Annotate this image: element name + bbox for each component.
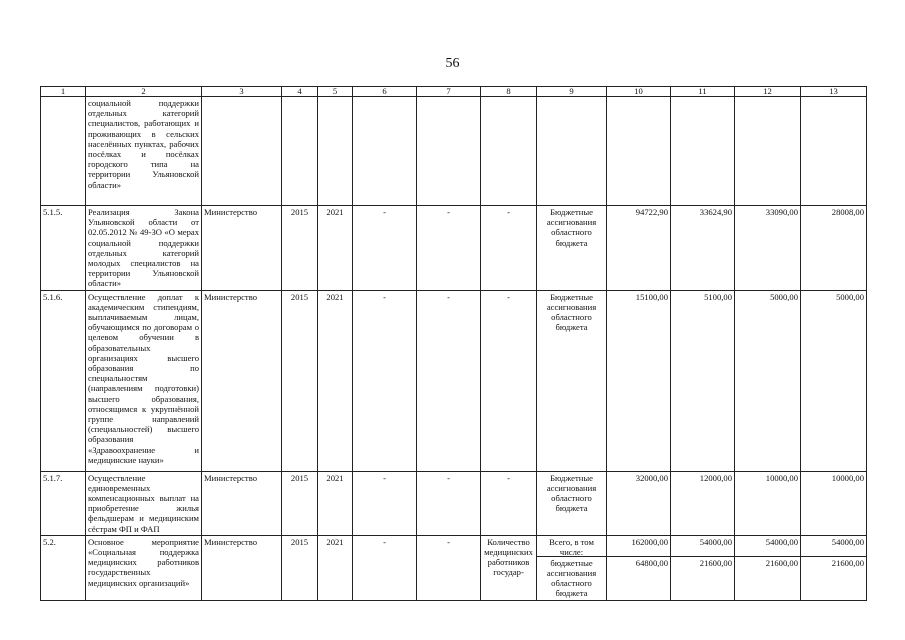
- activity-name: Основное мероприятие «Социальная поддержка медицинских работников государственных медицинских организаций»: [86, 535, 202, 600]
- amount-total-split: [607, 535, 671, 600]
- header-cell: 13: [801, 87, 867, 97]
- amount-col-12-split: [735, 535, 801, 600]
- header-cell: 7: [417, 87, 481, 97]
- col-6: -: [353, 471, 417, 535]
- amount-total: 162000,00: [607, 536, 670, 557]
- end-year: [318, 97, 353, 206]
- header-cell: 9: [537, 87, 607, 97]
- amount-col-12: 10000,00: [735, 471, 801, 535]
- header-row: [41, 87, 867, 97]
- executor: Министерство: [202, 471, 282, 535]
- start-year: 2015: [282, 290, 318, 471]
- amount-col-11: 5100,00: [671, 290, 735, 471]
- col-6: -: [353, 206, 417, 291]
- row-number: [41, 97, 86, 206]
- amount-col-13: 54000,00: [801, 536, 866, 557]
- col-8: -: [481, 290, 537, 471]
- funding-source: бюджетные ассигнования областного бюджета: [546, 557, 597, 599]
- funding-source: Бюджетные ассигнования областного бюджета: [537, 290, 607, 471]
- funding-total-label: Всего, в том числе:: [537, 536, 606, 557]
- amount-col-13-split: [801, 535, 867, 600]
- col-7: [417, 97, 481, 206]
- executor: Министерство: [202, 290, 282, 471]
- executor: Министерство: [202, 206, 282, 291]
- header-cell: 12: [735, 87, 801, 97]
- amount-total: [607, 97, 671, 206]
- start-year: 2015: [282, 471, 318, 535]
- table-row: [41, 535, 867, 600]
- amount-col-11: 33624,90: [671, 206, 735, 291]
- end-year: 2021: [318, 471, 353, 535]
- header-cell: 11: [671, 87, 735, 97]
- header-cell: 5: [318, 87, 353, 97]
- end-year: 2021: [318, 290, 353, 471]
- activity-name: социальной поддержки отдельных категорий специалистов, работающих и проживающих в сельских населённых пунктах, рабочих посёлках и посёлках городского типа на территории Ульяновской области»: [86, 97, 202, 206]
- activity-name: Осуществление доплат к академическим стипендиям, выплачиваемым лицам, обучающимся по договорам о целевом обучении в образовательных организациях высшего образования по специальностям (направлениям подготовки) высшего образования, относящимся к укрупнённой группе направлений (специальностей) высшего образования «Здравоохранение и медицинские науки»: [86, 290, 202, 471]
- header-cell: 2: [86, 87, 202, 97]
- table-row: [41, 206, 867, 291]
- amount-total: 94722,90: [607, 206, 671, 291]
- amount-col-11: [671, 97, 735, 206]
- header-cell: 1: [41, 87, 86, 97]
- amount-col-13: 10000,00: [801, 471, 867, 535]
- amount-col-12-regional: 21600,00: [765, 557, 798, 568]
- header-cell: 4: [282, 87, 318, 97]
- row-number: 5.1.6.: [41, 290, 86, 471]
- table-row: [41, 471, 867, 535]
- indicator: Количество медицинских работников государ-: [481, 535, 537, 600]
- header-cell: 6: [353, 87, 417, 97]
- row-number: 5.1.5.: [41, 206, 86, 291]
- funding-source: Бюджетные ассигнования областного бюджета: [537, 471, 607, 535]
- amount-col-11-split: [671, 535, 735, 600]
- amount-total-regional: 64800,00: [635, 557, 668, 568]
- funding-source-split: [537, 535, 607, 600]
- amount-total: 32000,00: [607, 471, 671, 535]
- start-year: 2015: [282, 206, 318, 291]
- header-cell: 3: [202, 87, 282, 97]
- amount-col-12: 54000,00: [735, 536, 800, 557]
- header-cell: 8: [481, 87, 537, 97]
- col-8: [481, 97, 537, 206]
- col-7: -: [417, 471, 481, 535]
- amount-col-11: 54000,00: [671, 536, 734, 557]
- col-6: [353, 97, 417, 206]
- table-row: [41, 290, 867, 471]
- activity-name: Реализация Закона Ульяновской области от 02.05.2012 № 49-ЗО «О мерах социальной поддержки отдельных категорий молодых специалистов на территории Ульяновской области»: [86, 206, 202, 291]
- header-cell: 10: [607, 87, 671, 97]
- col-8: -: [481, 206, 537, 291]
- amount-col-13-regional: 21600,00: [831, 557, 864, 568]
- funding-source: Бюджетные ассигнования областного бюджета: [537, 206, 607, 291]
- program-table: [40, 86, 867, 601]
- table-row: [41, 97, 867, 206]
- col-7: -: [417, 206, 481, 291]
- amount-total: 15100,00: [607, 290, 671, 471]
- col-6: -: [353, 535, 417, 600]
- amount-col-12: 33090,00: [735, 206, 801, 291]
- end-year: 2021: [318, 535, 353, 600]
- amount-col-13: [801, 97, 867, 206]
- executor: [202, 97, 282, 206]
- start-year: 2015: [282, 535, 318, 600]
- executor: Министерство: [202, 535, 282, 600]
- amount-col-12: [735, 97, 801, 206]
- page-number: 56: [445, 56, 460, 71]
- amount-col-11: 12000,00: [671, 471, 735, 535]
- amount-col-11-regional: 21600,00: [699, 557, 732, 568]
- funding-source: [537, 97, 607, 206]
- amount-col-13: 5000,00: [801, 290, 867, 471]
- col-7: -: [417, 290, 481, 471]
- col-6: -: [353, 290, 417, 471]
- row-number: 5.1.7.: [41, 471, 86, 535]
- activity-name: Осуществление единовременных компенсационных выплат на приобретение жилья фельдшерам и медицинским сёстрам ФП и ФАП: [86, 471, 202, 535]
- col-7: -: [417, 535, 481, 600]
- start-year: [282, 97, 318, 206]
- amount-col-12: 5000,00: [735, 290, 801, 471]
- row-number: 5.2.: [41, 535, 86, 600]
- amount-col-13: 28008,00: [801, 206, 867, 291]
- col-8: -: [481, 471, 537, 535]
- end-year: 2021: [318, 206, 353, 291]
